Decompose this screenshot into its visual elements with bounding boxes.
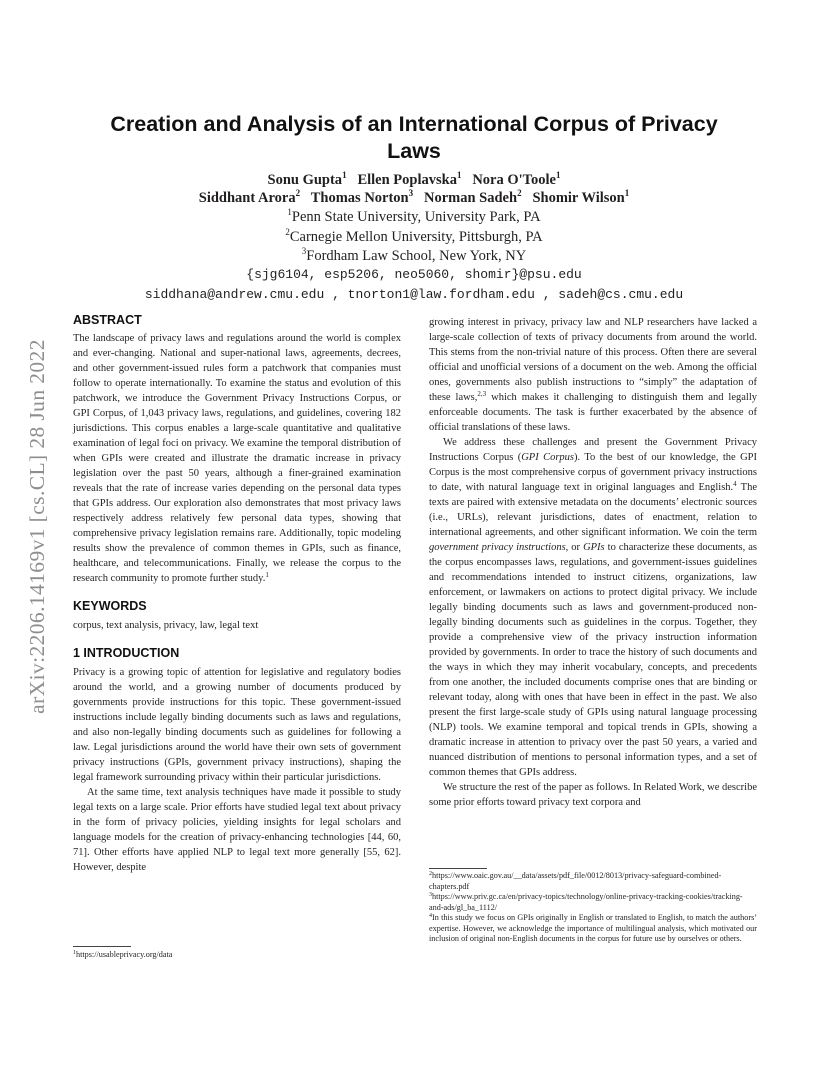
- authors-row-1: [70, 172, 758, 189]
- footnote-rule: [73, 946, 131, 947]
- keywords-heading: KEYWORDS: [73, 599, 147, 613]
- author-affiliation-mark: 1: [555, 170, 561, 180]
- emphasis: government privacy instructions: [429, 542, 566, 553]
- affiliation-mark: 1: [287, 207, 292, 217]
- left-column: [73, 312, 401, 875]
- footnote: [429, 871, 757, 892]
- author-affiliation-mark: 1: [456, 170, 462, 180]
- affiliation-mark: 2: [285, 227, 290, 237]
- text-run: growing interest in privacy, privacy law and NLP researchers have lacked a large-scale collection of texts of privacy documents from around the world. This stems from the non-trivial nature of this process. Often there are several official and unofficial versions of a document on the web. Among the official ones, governments also publish instructions to “simply” the adaptation of these laws,: [429, 317, 757, 403]
- intro-paragraph-2: At the same time, text analysis techniques have made it possible to study legal texts on a large scale. Prior efforts have studied legal text about privacy in the form of privacy policies, yielding insights for legal scholars and language models for the creation of privacy-enhancing technologies [44, 60, 71]. Other efforts have applied NLP to legal text more generally [55, 62]. However, despite: [73, 787, 401, 873]
- title-line-1: Creation and Analysis of an International Corpus of Privacy: [110, 112, 718, 136]
- authors-row-2: [70, 190, 758, 207]
- right-column: [429, 315, 757, 810]
- affiliation-text: Penn State University, University Park, PA: [291, 209, 541, 225]
- right-footnotes: [429, 871, 757, 945]
- footnote-mark: 4: [733, 480, 737, 488]
- footnote: [429, 892, 757, 913]
- author-name: Sonu Gupta: [267, 172, 343, 188]
- footnote-mark: 3: [429, 892, 432, 898]
- footnote-mark: 1: [265, 571, 269, 579]
- title-line-2: Laws: [387, 139, 441, 163]
- text-run: , or: [565, 542, 584, 553]
- author-affiliation-mark: 2: [517, 188, 522, 198]
- author-affiliation-mark: 1: [624, 188, 630, 198]
- author-affiliation-mark: 2: [295, 188, 301, 198]
- emphasis: GPI Corpus: [521, 452, 575, 463]
- right-paragraph-2: [429, 435, 757, 780]
- footnote-text: In this study we focus on GPIs originally in English or translated to English, to match the authors’ expertise. However, we acknowledge the importance of multilingual analysis, which motivated our inclusion of original non-English documents in the corpus for future use by ourselves or others.: [429, 913, 757, 943]
- author-name: Siddhant Arora: [198, 190, 296, 206]
- footnote-mark: 2: [429, 871, 432, 877]
- affiliation-text: Fordham Law School, New York, NY: [306, 248, 527, 264]
- footnote-text: https://www.oaic.gov.au/__data/assets/pdf_file/0012/8013/privacy-safeguard-combined-chapters.pdf: [429, 871, 722, 891]
- author-name: Ellen Poplavska: [357, 172, 457, 188]
- emails-line-1: {sjg6104, esp5206, neo5060, shomir}@psu.edu: [246, 267, 582, 282]
- author-affiliation-mark: 1: [342, 170, 347, 180]
- text-run: ). To the best of our knowledge, the GPI Corpus is the most comprehensive corpus of government privacy instructions to date, with natural language text in original languages and English.: [429, 452, 757, 493]
- intro-paragraph-1: Privacy is a growing topic of attention for legislative and regulatory bodies around the world, and a growing number of documents produced by governments provide instructions for this topic. These government-issued instructions include legally binding documents such as laws and regulations, and also non-legally binding documents such as guidelines for following a law. Legal jurisdictions around the world have their own sets of government privacy instructions (GPIs, government privacy instructions), shaping the legal framework surrounding privacy within their particular jurisdictions.: [73, 667, 401, 783]
- arxiv-id-text: arXiv:2206.14169v1 [cs.CL] 28 Jun 2022: [24, 338, 49, 714]
- paper-title: [80, 111, 748, 165]
- text-run: which makes it challenging to distinguish them and legally enforceable documents. The task is further exacerbated by the absence of official translations of these laws.: [429, 392, 757, 433]
- text-run: to characterize these documents, as the corpus encompasses laws, regulations, and government-issues guidelines and recommendations intended to instruct citizens, organizations, law enforcement, or lawmakers on actions to protect digital privacy. We include legally binding documents such as laws and government-produced non-legally binding documents such as guidelines in the corpus. Together, they provide a comprehensive view of the privacy instruction information provided by governments. In order to trace the history of such documents and the ways in which they may inherit vocabulary, concepts, and precedents from one another, the included documents comprise ones that are binding or relevant today, along with ones that have been in effect in the past. We also present the first large-scale study of GPIs using natural language processing (NLP) tools. We examine temporal and topical trends in GPIs, showing a dramatic increase in attention to privacy over the past 50 years, a varied and nuanced distribution of mentions to personal information types, and a set of common themes that GPIs address.: [429, 542, 758, 778]
- affiliation-3: [70, 248, 758, 265]
- footnote-text: https://www.priv.gc.ca/en/privacy-topics/technology/online-privacy-tracking-cookies/tracking-and-ads/gl_ba_1112/: [429, 892, 743, 912]
- right-paragraph-1: [429, 315, 757, 435]
- author-name: Norman Sadeh: [424, 190, 518, 206]
- footnote-rule: [429, 868, 487, 869]
- footnote-mark: 2,3: [477, 390, 487, 398]
- right-paragraph-3: We structure the rest of the paper as follows. In Related Work, we describe some prior efforts toward privacy text corpora and: [429, 782, 757, 808]
- text-run: We address these challenges and present the Government Privacy Instructions Corpus (: [429, 437, 757, 463]
- emails-line-2: siddhana@andrew.cmu.edu , tnorton1@law.fordham.edu , sadeh@cs.cmu.edu: [144, 287, 684, 302]
- abstract-text: The landscape of privacy laws and regulations around the world is complex and ever-changing. National and super-national laws, agreements, decrees, and other government-issued rules form a patchwork that companies must follow to operate internationally. To examine the status and evolution of this patchwork, we introduce the Government Privacy Instructions Corpus, or GPI Corpus, of 1,043 privacy laws, regulations, and guidelines, covering 182 jurisdictions. This corpus enables a large-scale quantitative and qualitative examination of legal foci on privacy. We examine the temporal distribution of when GPIs were created and illustrate the dramatic increase in privacy legislation over the past 50 years, although a finer-grained examination reveals that the rate of increase varies depending on the personal data types that GPIs address. Our exploration also demonstrates that most privacy laws respectively address relatively few personal data types, showing that comprehensive privacy legislation remains rare. Additionally, topic modeling results show the prevalence of common themes in GPIs, such as finance, healthcare, and telecommunications. Finally, we release the corpus to the research community to promote further study.: [73, 333, 401, 584]
- emphasis: GPIs: [583, 542, 605, 553]
- author-name: Thomas Norton: [310, 190, 409, 206]
- affiliation-mark: 3: [301, 246, 307, 256]
- footnote: [73, 950, 401, 961]
- footnote-mark: 1: [73, 950, 76, 956]
- author-affiliation-mark: 3: [408, 188, 414, 198]
- footnote-mark: 4: [429, 913, 432, 919]
- arxiv-identifier: [14, 292, 60, 760]
- affiliation-2: [70, 229, 758, 246]
- keywords-text: corpus, text analysis, privacy, law, legal text: [73, 620, 259, 631]
- left-footnotes: [73, 950, 401, 961]
- footnote: [429, 913, 757, 945]
- text-run: The texts are paired with extensive metadata on the documents’ electronic sources (i.e., URLs), relevant jurisdictions, dates of enactment, relation to international agreements, and other significant information. We coin the term: [429, 482, 757, 538]
- introduction-heading: 1 INTRODUCTION: [73, 646, 180, 660]
- abstract-heading: ABSTRACT: [73, 313, 142, 327]
- footnote-text: https://usableprivacy.org/data: [76, 950, 173, 959]
- abstract-body: [73, 331, 401, 586]
- affiliation-text: Carnegie Mellon University, Pittsburgh, PA: [289, 229, 543, 245]
- author-name: Shomir Wilson: [532, 190, 625, 206]
- affiliation-1: [70, 209, 758, 226]
- author-name: Nora O'Toole: [472, 172, 556, 188]
